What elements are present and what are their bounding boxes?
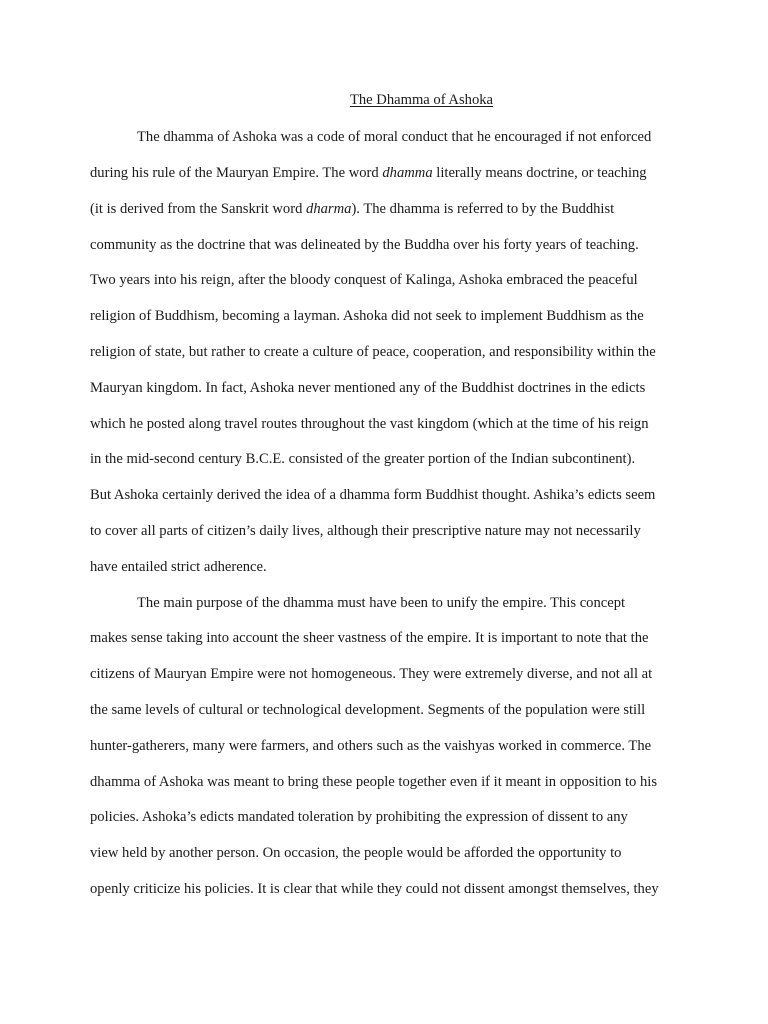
document-title: The Dhamma of Ashoka <box>349 92 494 108</box>
text-line: Two years into his reign, after the bloody conquest of Kalinga, Ashoka embraced the peaceful <box>90 272 638 288</box>
text-line: dhamma of Ashoka was meant to bring these people together even if it meant in opposition to his <box>90 774 658 790</box>
text-line: The dhamma of Ashoka was a code of moral conduct that he encouraged if not enforced <box>137 129 652 145</box>
text-line: the same levels of cultural or technological development. Segments of the population were still <box>90 702 646 718</box>
text-line: view held by another person. On occasion, the people would be afforded the opportunity to <box>90 845 622 861</box>
text-line: hunter-gatherers, many were farmers, and others such as the vaishyas worked in commerce. The <box>90 738 652 754</box>
text-line: to cover all parts of citizen’s daily lives, although their prescriptive nature may not necessarily <box>90 523 641 539</box>
text-line: citizens of Mauryan Empire were not homogeneous. They were extremely diverse, and not all at <box>90 666 653 682</box>
text-line: makes sense taking into account the sheer vastness of the empire. It is important to note that the <box>90 630 649 646</box>
text-line: (it is derived from the Sanskrit word dharma). The dhamma is referred to by the Buddhist <box>90 201 615 217</box>
text-line: religion of state, but rather to create a culture of peace, cooperation, and responsibility within the <box>90 344 656 360</box>
text-line: which he posted along travel routes throughout the vast kingdom (which at the time of his reign <box>90 416 649 432</box>
text-line: in the mid-second century B.C.E. consisted of the greater portion of the Indian subcontinent). <box>90 451 636 467</box>
text-line: policies. Ashoka’s edicts mandated toleration by prohibiting the expression of dissent to any <box>90 809 628 825</box>
text-line: during his rule of the Mauryan Empire. The word dhamma literally means doctrine, or teaching <box>90 165 647 181</box>
text-line: The main purpose of the dhamma must have been to unify the empire. This concept <box>137 595 626 611</box>
text-line: Mauryan kingdom. In fact, Ashoka never mentioned any of the Buddhist doctrines in the edicts <box>90 380 646 396</box>
text-line: community as the doctrine that was delineated by the Buddha over his forty years of teaching. <box>90 237 639 253</box>
text-line: religion of Buddhism, becoming a layman. Ashoka did not seek to implement Buddhism as the <box>90 308 644 324</box>
text-line: But Ashoka certainly derived the idea of a dhamma form Buddhist thought. Ashika’s edicts seem <box>90 487 656 503</box>
italic-term: dharma <box>306 201 352 217</box>
text-line: have entailed strict adherence. <box>90 559 267 575</box>
italic-term: dhamma <box>382 165 433 181</box>
text-line: openly criticize his policies. It is clear that while they could not dissent amongst themselves, they <box>90 881 659 897</box>
